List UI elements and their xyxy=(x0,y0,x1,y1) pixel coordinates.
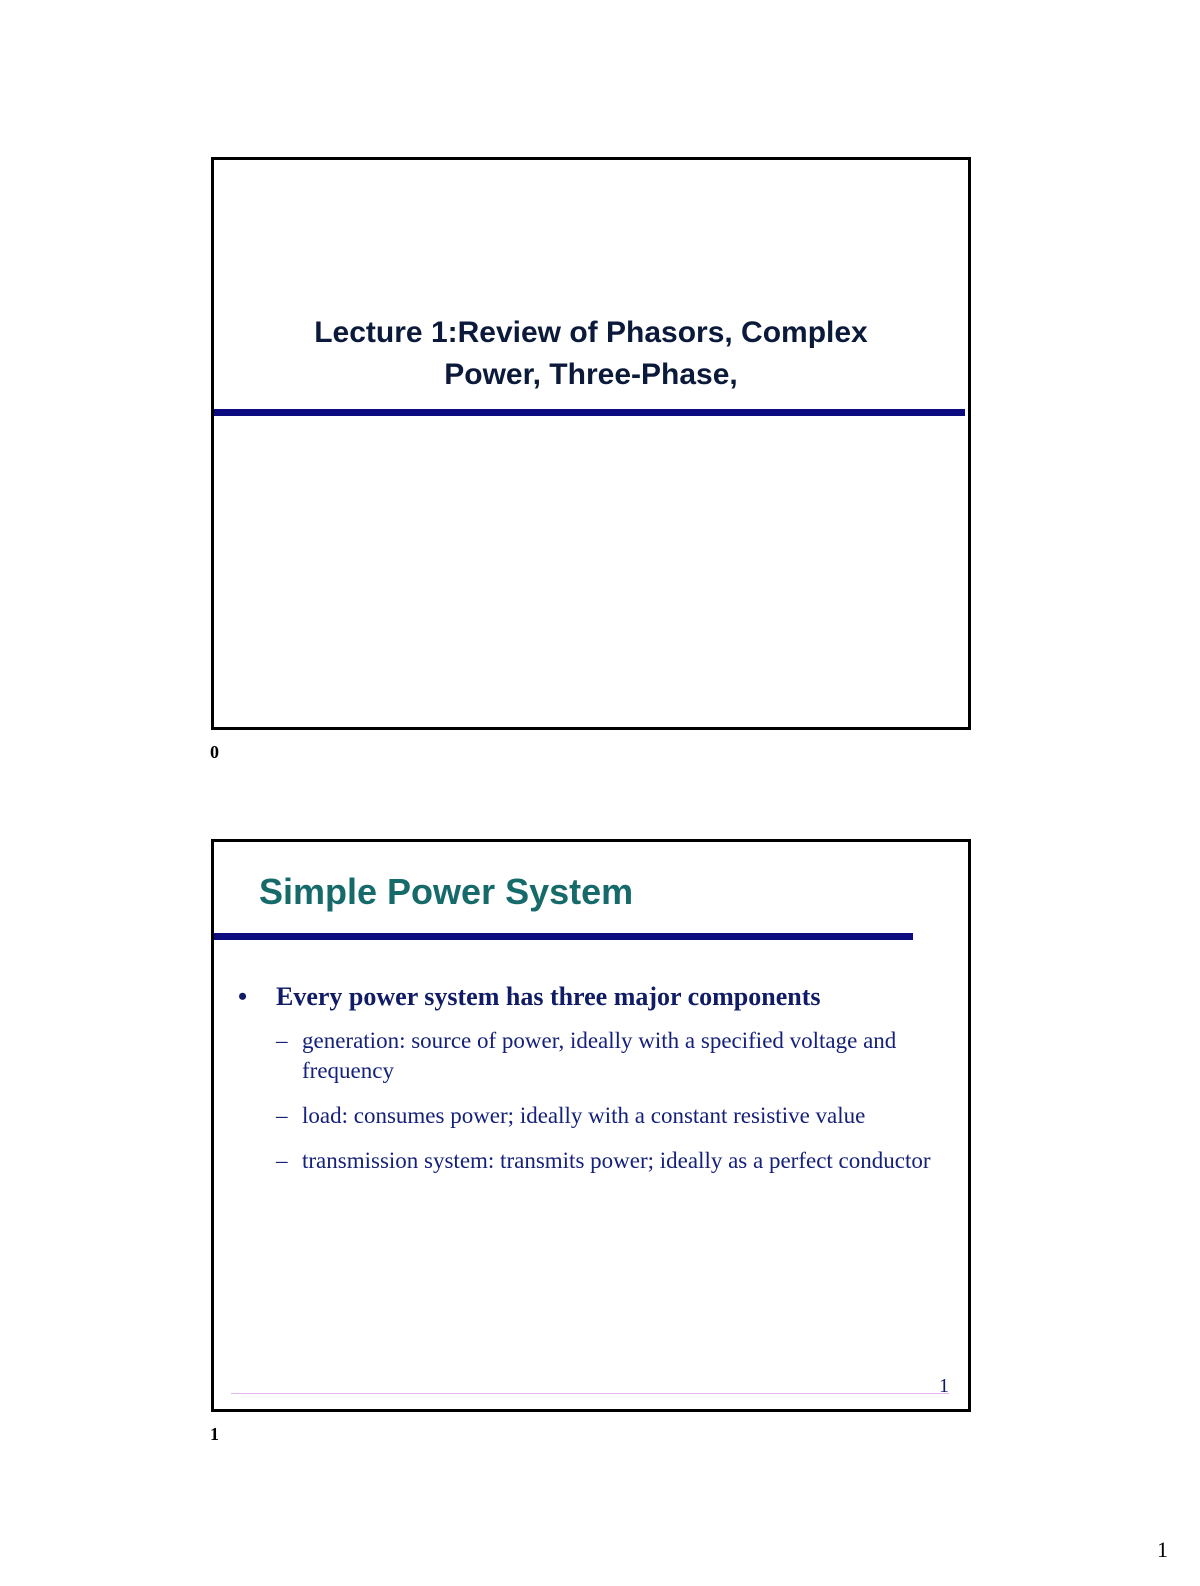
slide-title xyxy=(211,157,971,730)
bullet-item xyxy=(214,980,938,1014)
slide-number: 1 xyxy=(939,1375,949,1397)
page-number: 1 xyxy=(1157,1537,1168,1562)
sub-item-text: transmission system: transmits power; ideally as a perfect conductor xyxy=(302,1148,931,1173)
sub-item-generation xyxy=(214,1026,938,1086)
bullet-list xyxy=(214,980,938,1191)
dash-icon: – xyxy=(276,1028,288,1053)
dash-icon: – xyxy=(276,1103,288,1128)
title-rule xyxy=(214,409,965,416)
slide-simple-power-system xyxy=(211,839,971,1412)
heading-rule xyxy=(214,933,913,940)
lecture-title-line-1: Lecture 1:Review of Phasors, Complex xyxy=(314,316,868,349)
sub-item-transmission xyxy=(214,1146,938,1176)
footer-line xyxy=(231,1393,949,1394)
slide-label-1: 1 xyxy=(210,1424,219,1444)
lecture-title-line-2: Power, Three-Phase, xyxy=(444,358,738,391)
sub-list xyxy=(214,1026,938,1176)
bullet-text: Every power system has three major components xyxy=(276,982,821,1011)
slide-label-0: 0 xyxy=(210,742,219,762)
sub-item-text: generation: source of power, ideally with a specified voltage and frequency xyxy=(302,1028,897,1083)
slide-heading: Simple Power System xyxy=(259,871,634,912)
sub-item-text: load: consumes power; ideally with a constant resistive value xyxy=(302,1103,866,1128)
bullet-icon: • xyxy=(238,982,248,1011)
lecture-title xyxy=(214,312,968,396)
sub-item-load xyxy=(214,1101,938,1131)
dash-icon: – xyxy=(276,1148,288,1173)
